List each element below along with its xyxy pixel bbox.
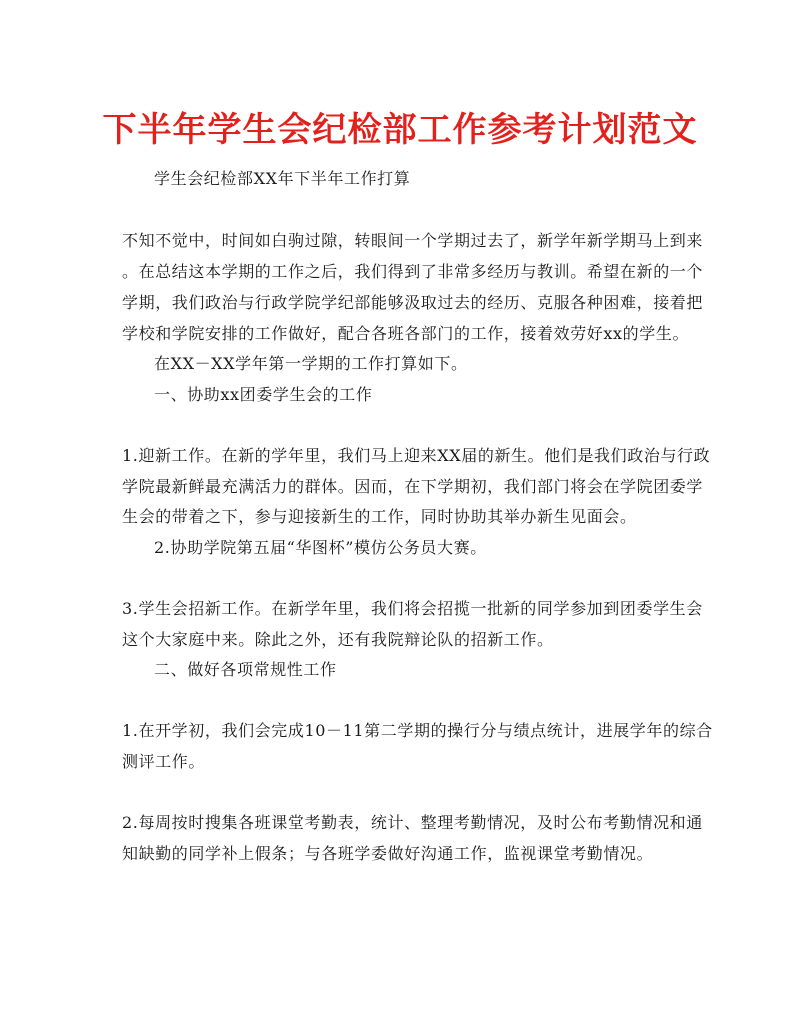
- item-2: 2.协助学院第五届“华图杯”模仿公务员大赛。: [154, 538, 487, 557]
- item-1-line-2: 学院最新鲜最充满活力的群体。因而，在下学期初，我们部门将会在学院团委学: [122, 477, 704, 496]
- intro-line-2: 。在总结这本学期的工作之后，我们得到了非常多经历与教训。希望在新的一个: [122, 262, 704, 281]
- item-3-line-2: 这个大家庭中来。除此之外，还有我院辩论队的招新工作。: [122, 630, 554, 649]
- section-heading-2: 二、做好各项常规性工作: [154, 660, 337, 679]
- intro-line-4: 学校和学院安排的工作做好，配合各班各部门的工作，接着效劳好xx的学生。: [122, 324, 690, 343]
- item-5-line-2: 知缺勤的同学补上假条；与各班学委做好沟通工作，监视课堂考勤情况。: [122, 844, 654, 863]
- item-3-line-1: 3.学生会招新工作。在新学年里，我们将会招揽一批新的同学参加到团委学生会: [122, 599, 703, 618]
- plan-intro: 在XX－XX学年第一学期的工作打算如下。: [154, 354, 468, 373]
- item-5-line-1: 2.每周按时搜集各班课堂考勤表，统计、整理考勤情况，及时公布考勤情况和通: [122, 813, 703, 832]
- item-4-line-2: 测评工作。: [122, 752, 206, 771]
- page-title: 下半年学生会纪检部工作参考计划范文: [102, 110, 698, 150]
- intro-line-3: 学期，我们政治与行政学院学纪部能够汲取过去的经历、克服各种困难，接着把: [122, 293, 704, 312]
- intro-line-1: 不知不觉中，时间如白驹过隙，转眼间一个学期过去了，新学年新学期马上到来: [122, 231, 704, 250]
- item-1-line-3: 生会的带着之下，参与迎接新生的工作，同时协助其举办新生见面会。: [122, 507, 637, 526]
- item-4-line-1: 1.在开学初，我们会完成10－11第二学期的操行分与绩点统计，进展学年的综合: [122, 721, 713, 740]
- section-heading-1: 一、协助xx团委学生会的工作: [154, 385, 373, 404]
- subtitle: 学生会纪检部XX年下半年工作打算: [154, 169, 411, 188]
- item-1-line-1: 1.迎新工作。在新的学年里，我们马上迎来XX届的新生。他们是我们政治与行政: [122, 446, 711, 465]
